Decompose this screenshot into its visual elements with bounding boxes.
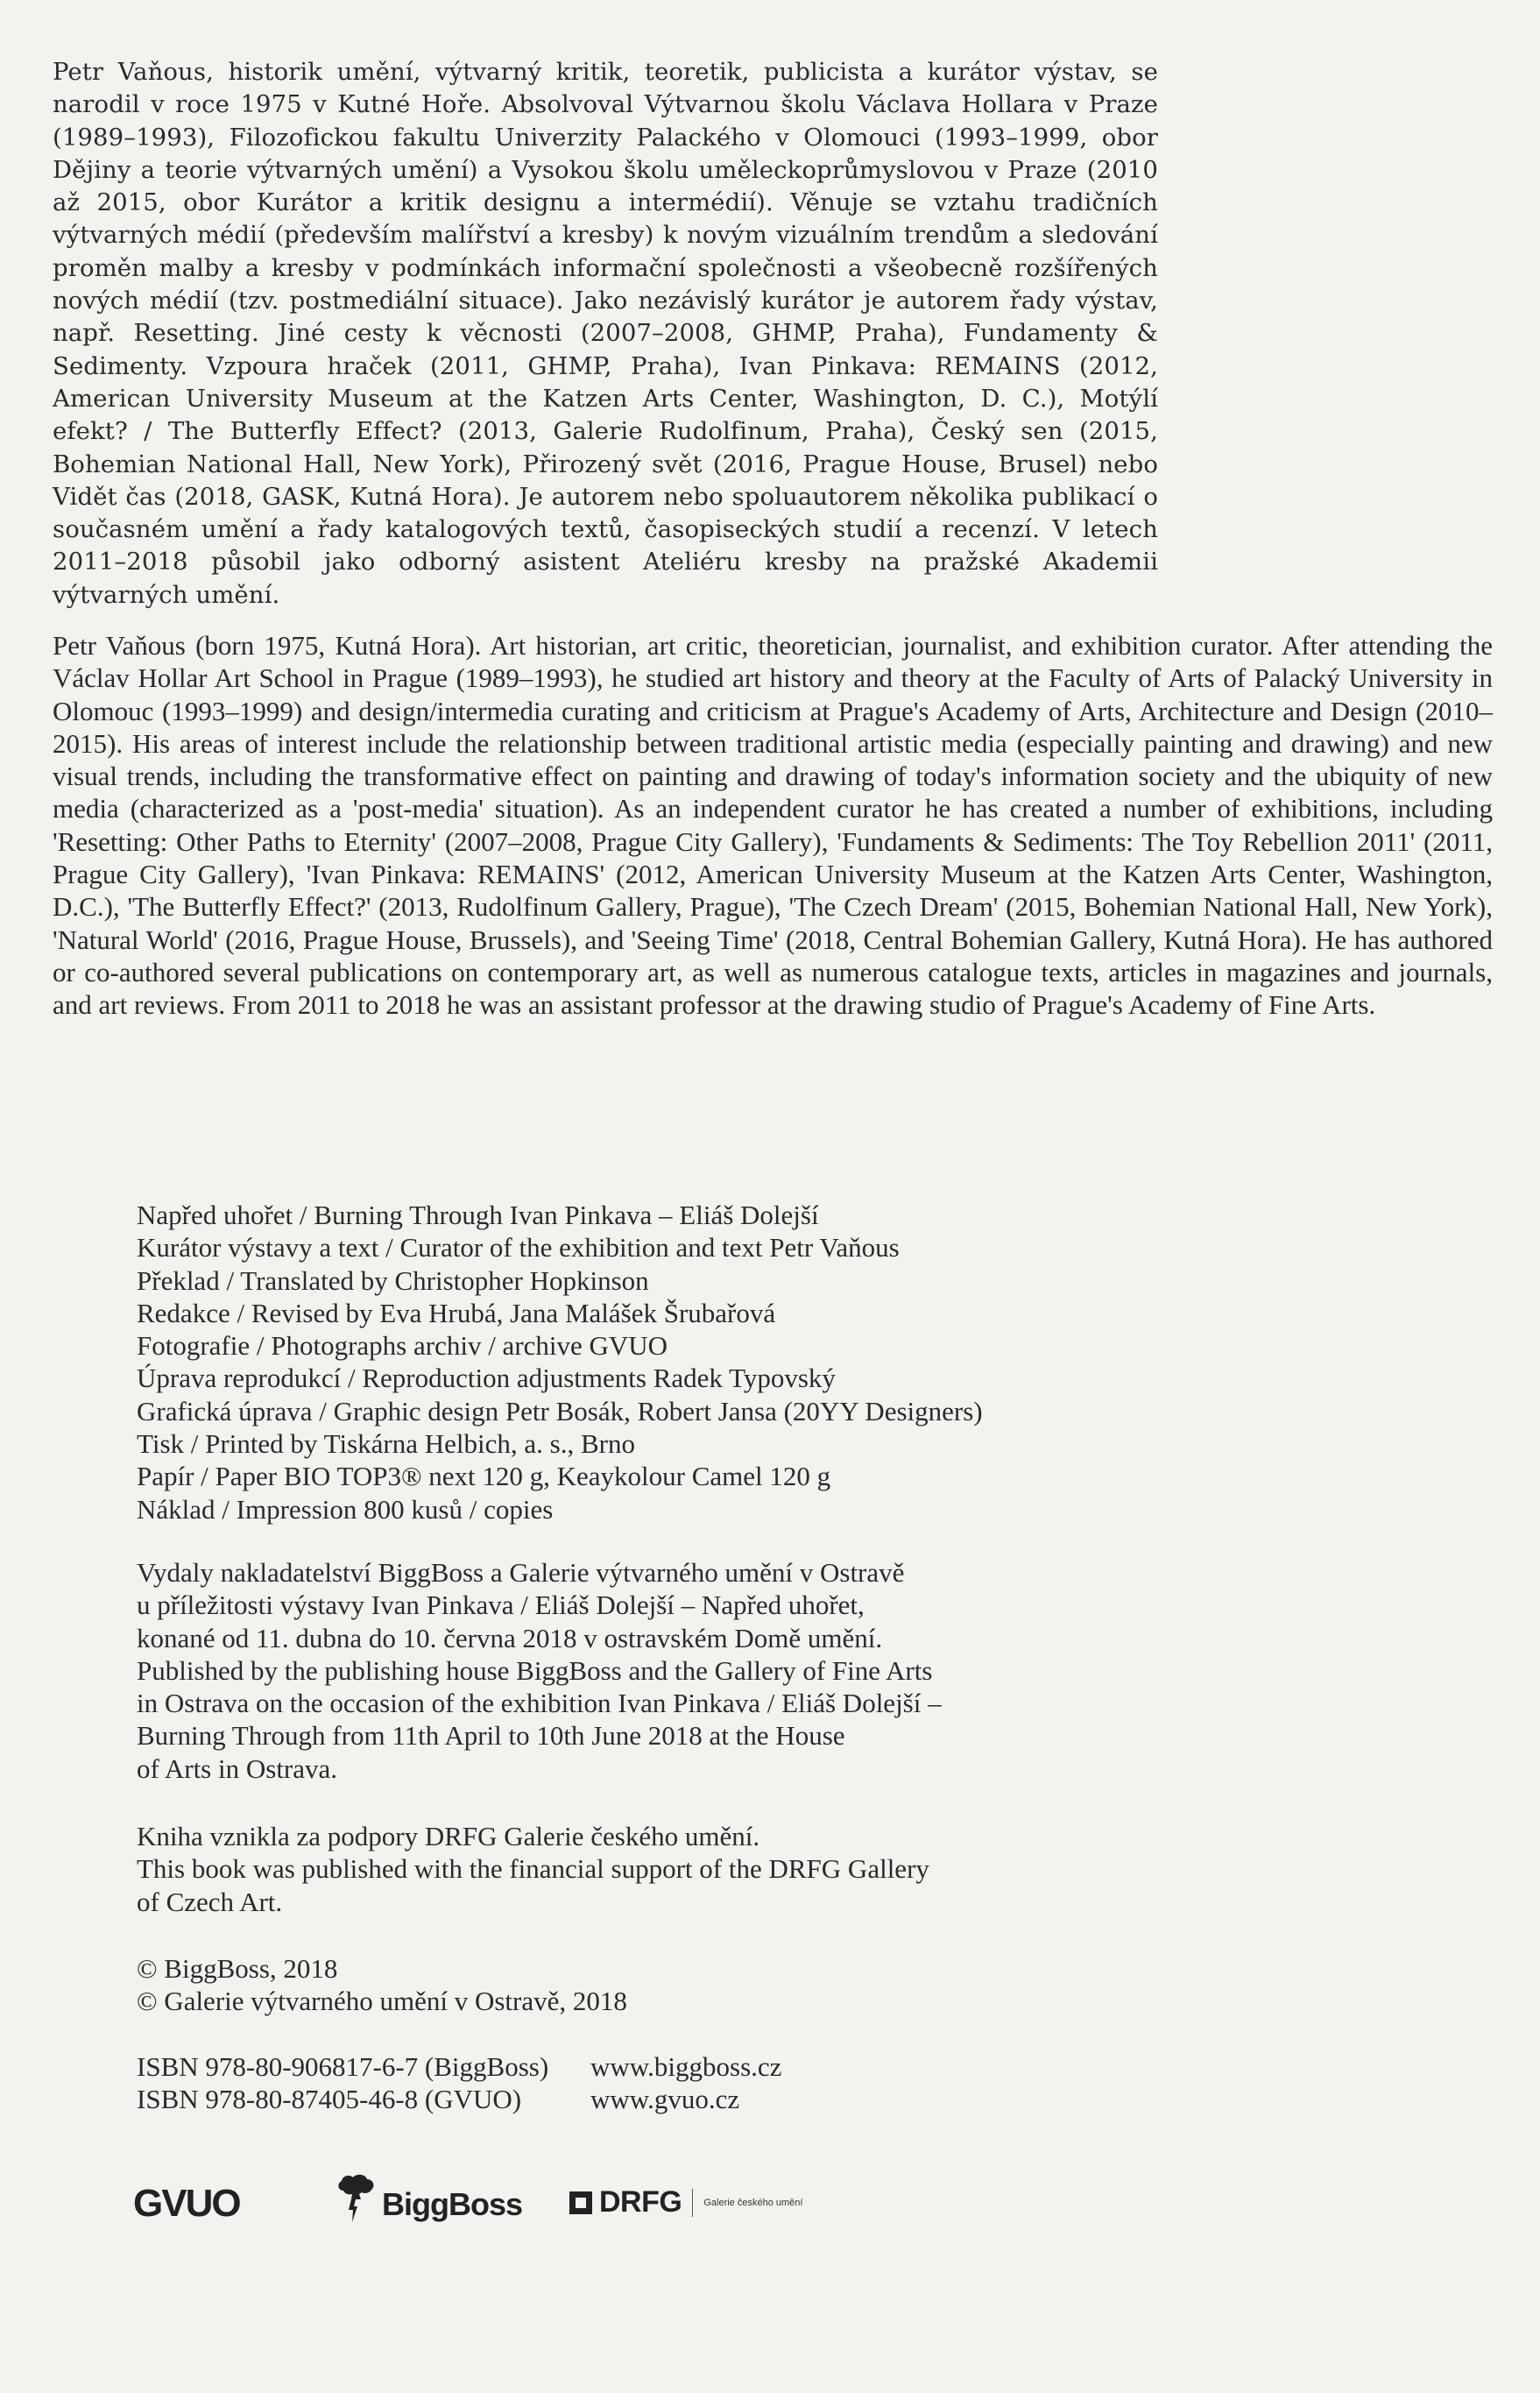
credit-line: Kurátor výstavy a text / Curator of the exhibition and text Petr Vaňous — [137, 1232, 900, 1264]
isbn-number: ISBN 978-80-906817-6-7 (BiggBoss) — [137, 2051, 549, 2082]
credit-line: Tisk / Printed by Tiskárna Helbich, a. s., Brno — [137, 1428, 635, 1460]
drfg-square-icon — [569, 2191, 592, 2214]
publisher-line: Burning Through from 11th April to 10th June 2018 at the House — [137, 1720, 845, 1752]
isbn-number: ISBN 978-80-87405-46-8 (GVUO) — [137, 2084, 522, 2115]
support-line: This book was published with the financial support of the DRFG Gallery — [137, 1853, 929, 1885]
support-note — [137, 1820, 1188, 1918]
drfg-subtitle: Galerie českého umění — [703, 2197, 803, 2208]
biggboss-logo-text: BiggBoss — [382, 2186, 523, 2222]
isbn-list — [137, 2050, 1188, 2116]
credit-line: Překlad / Translated by Christopher Hopkinson — [137, 1264, 649, 1296]
gvuo-logo — [133, 2182, 240, 2226]
credit-line: Napřed uhořet / Burning Through Ivan Pinkava – Eliáš Dolejší — [137, 1200, 819, 1230]
drfg-logo — [569, 2185, 802, 2220]
credit-line: Fotografie / Photographs archiv / archive GVUO — [137, 1330, 668, 1362]
support-line: Kniha vznikla za podpory DRFG Galerie českého umění. — [137, 1821, 760, 1851]
publisher-note — [137, 1556, 1188, 1785]
copyright-line: © Galerie výtvarného umění v Ostravě, 2018 — [137, 1986, 627, 2017]
credit-line: Grafická úprava / Graphic design Petr Bosák, Robert Jansa (20YY Designers) — [137, 1395, 983, 1427]
bio-cz-paragraph: Petr Vaňous, historik umění, výtvarný kritik, teoretik, publicista a kurátor výstav, se narodil v roce 1975 v Kutné Hoře. Absolvoval Výtvarnou školu Václava Hollara v Praze (1989–1993), Filozofickou fakultu Univerzity Palackého v Olomouci (1993–1999, obor Dějiny a teorie výtvarných umění) a Vysokou školu uměleckoprůmyslovou v Praze (2010 až 2015, obor Kurátor a kritik designu a intermédií). Věnuje se vztahu tradičních výtvarných médií (především malířství a kresby) k novým vizuálním trendům a sledování proměn malby a kresby v podmínkách informační společnosti a všeobecně rozšířených nových médií (tzv. postmediální situace). Jako nezávislý kurátor je autorem řady výstav, např. Resetting. Jiné cesty k věcnosti (2007–2008, GHMP, Praha), Fundamenty & Sedimenty. Vzpoura hraček (2011, GHMP, Praha), Ivan Pinkava: REMAINS (2012, American University Museum at the Katzen Arts Center, Washington, D. C.), Motýlí efekt? / The Butterfly Effect? (2013, Galerie Rudolfinum, Praha), Český sen (2015, Bohemian National Hall, New York), Přirozený svět (2016, Prague House, Brusel) nebo Vidět čas (2018, GASK, Kutná Hora). Je autorem nebo spoluautorem několika publikací o současném umění a řady katalogových textů, časopiseckých studií a recenzí. V letech 2011–2018 působil jako odborný asistent Ateliéru kresby na pražské Akademii výtvarných umění. — [53, 58, 1158, 609]
publisher-line: Vydaly nakladatelství BiggBoss a Galerie výtvarného umění v Ostravě — [137, 1557, 905, 1588]
publisher-line: of Arts in Ostrava. — [137, 1752, 338, 1784]
credits-list — [137, 1199, 1188, 1526]
website-link[interactable]: www.biggboss.cz — [590, 2051, 782, 2082]
drfg-logo-text: DRFG — [599, 2185, 682, 2219]
website-link[interactable]: www.gvuo.cz — [590, 2084, 740, 2115]
biggboss-logo — [335, 2173, 522, 2224]
isbn-row — [137, 2083, 1188, 2115]
publisher-line: in Ostrava on the occasion of the exhibition Ivan Pinkava / Eliáš Dolejší – — [137, 1688, 942, 1719]
credit-line: Náklad / Impression 800 kusů / copies — [137, 1493, 554, 1525]
sponsor-logos — [130, 2166, 1006, 2236]
author-bio-czech — [53, 56, 1158, 612]
gvuo-logo-text: GVUO — [133, 2182, 240, 2225]
author-bio-english — [53, 629, 1493, 1022]
bio-en-paragraph: Petr Vaňous (born 1975, Kutná Hora). Art historian, art critic, theoretician, journalist, and exhibition curator. After attending the Václav Hollar Art School in Prague (1989–1993), he studied art history and theory at the Faculty of Arts of Palacký University in Olomouc (1993–1999) and design/intermedia curating and criticism at Prague's Academy of Arts, Architecture and Design (2010–2015). His areas of interest include the relationship between traditional artistic media (especially painting and drawing) and new visual trends, including the transformative effect on painting and drawing of today's information society and the ubiquity of new media (characterized as a 'post-media' situation). As an independent curator he has created a number of exhibitions, including 'Resetting: Other Paths to Eternity' (2007–2008, Prague City Gallery), 'Fundaments & Sediments: The Toy Rebellion 2011' (2011, Prague City Gallery), 'Ivan Pinkava: REMAINS' (2012, American University Museum at the Katzen Arts Center, Washington, D.C.), 'The Butterfly Effect?' (2013, Rudolfinum Gallery, Prague), 'The Czech Dream' (2015, Bohemian National Hall, New York), 'Natural World' (2016, Prague House, Brussels), and 'Seeing Time' (2018, Central Bohemian Gallery, Kutná Hora). He has authored or co-authored several publications on contemporary art, as well as numerous catalogue texts, articles in magazines and journals, and art reviews. From 2011 to 2018 he was an assistant professor at the drawing studio of Prague's Academy of Fine Arts. — [53, 630, 1493, 1021]
drfg-divider — [692, 2189, 693, 2217]
credit-line: Papír / Paper BIO TOP3® next 120 g, Keaykolour Camel 120 g — [137, 1461, 831, 1492]
publisher-line: Published by the publishing house BiggBoss and the Gallery of Fine Arts — [137, 1654, 933, 1686]
support-line: of Czech Art. — [137, 1886, 283, 1917]
copyright-notice — [137, 1952, 1188, 2018]
credit-line: Redakce / Revised by Eva Hrubá, Jana Malášek Šrubařová — [137, 1297, 776, 1328]
copyright-line: © BiggBoss, 2018 — [137, 1953, 338, 1984]
biggboss-mark-icon — [335, 2173, 377, 2224]
credit-line: Úprava reprodukcí / Reproduction adjustments Radek Typovský — [137, 1363, 836, 1394]
publisher-line: u příležitosti výstavy Ivan Pinkava / Eliáš Dolejší – Napřed uhořet, — [137, 1589, 865, 1621]
publisher-line: konané od 11. dubna do 10. června 2018 v ostravském Domě umění. — [137, 1622, 883, 1653]
isbn-row — [137, 2050, 1188, 2083]
